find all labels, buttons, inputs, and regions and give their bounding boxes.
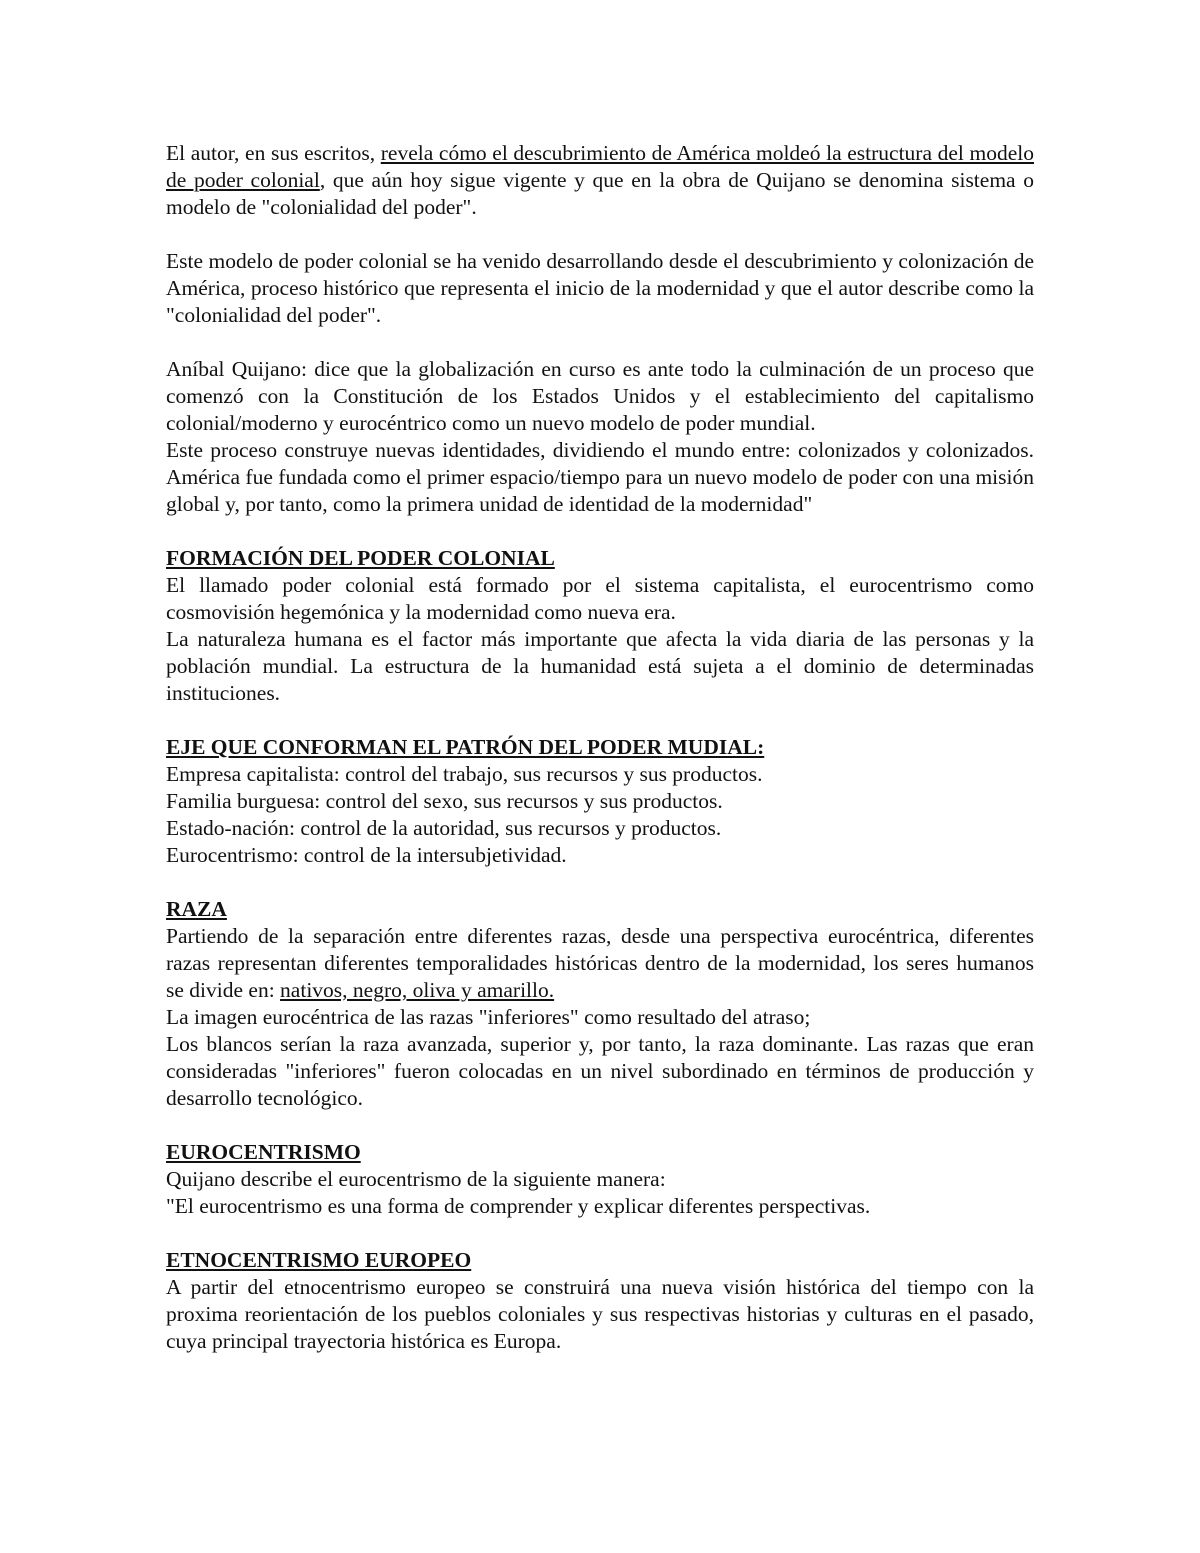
- formacion-paragraph-2: La naturaleza humana es el factor más importante que afecta la vida diaria de las personas y la población mundial. La estructura de la humanidad está sujeta a el dominio de determinadas instituciones.: [166, 627, 1034, 705]
- intro-p1-text-b: , que aún hoy sigue vigente y que en la obra de Quijano se denomina sistema o modelo de "colonialidad del poder".: [166, 168, 1034, 219]
- raza-heading: RAZA: [166, 897, 227, 921]
- etnocentrismo-paragraph-1: A partir del etnocentrismo europeo se construirá una nueva visión histórica del tiempo con la proxima reorientación de los pueblos coloniales y sus respectivas historias y culturas en el pasado, cuya principal trayectoria histórica es Europa.: [166, 1275, 1034, 1353]
- intro-paragraph-4: Este proceso construye nuevas identidades, dividiendo el mundo entre: colonizados y colonizados. América fue fundada como el primer espacio/tiempo para un nuevo modelo de poder con una misión global y, por tanto, como la primera unidad de identidad de la modernidad": [166, 438, 1034, 516]
- raza-paragraph-3: Los blancos serían la raza avanzada, superior y, por tanto, la raza dominante. Las razas que eran consideradas "inferiores" fueron colocadas en un nivel subordinado en términos de producción y desarrollo tecnológico.: [166, 1032, 1034, 1110]
- eurocentrismo-paragraph-2: "El eurocentrismo es una forma de comprender y explicar diferentes perspectivas.: [166, 1194, 871, 1218]
- intro-p1-text-a: El autor, en sus escritos,: [166, 141, 381, 165]
- eje-list-item: Empresa capitalista: control del trabajo, sus recursos y sus productos.: [166, 762, 763, 786]
- intro-paragraph-3: Aníbal Quijano: dice que la globalización en curso es ante todo la culminación de un proceso que comenzó con la Constitución de los Estados Unidos y el establecimiento del capitalismo colonial/moderno y eurocéntrico como un nuevo modelo de poder mundial.: [166, 357, 1034, 435]
- intro-paragraph-2: Este modelo de poder colonial se ha venido desarrollando desde el descubrimiento y colonización de América, proceso histórico que representa el inicio de la modernidad y que el autor describe como la "colonialidad del poder".: [166, 249, 1034, 327]
- eurocentrismo-paragraph-1: Quijano describe el eurocentrismo de la siguiente manera:: [166, 1167, 666, 1191]
- eje-list-item: Eurocentrismo: control de la intersubjetividad.: [166, 843, 567, 867]
- intro-p1-underlined: revela cómo el descubrimiento de América moldeó la estructura del modelo de poder colonial: [166, 141, 1035, 192]
- formacion-heading: FORMACIÓN DEL PODER COLONIAL: [166, 546, 555, 570]
- eje-list-item: Estado-nación: control de la autoridad, sus recursos y productos.: [166, 816, 722, 840]
- eje-list-item: Familia burguesa: control del sexo, sus recursos y sus productos.: [166, 789, 723, 813]
- intro-paragraph-1: [166, 140, 1034, 221]
- eje-list: [166, 761, 1034, 869]
- document-page: [166, 140, 1034, 1355]
- etnocentrismo-heading: ETNOCENTRISMO EUROPEO: [166, 1248, 472, 1272]
- raza-p1-underlined: nativos, negro, oliva y amarillo.: [280, 978, 555, 1002]
- raza-p1-text: Partiendo de la separación entre diferentes razas, desde una perspectiva eurocéntrica, diferentes razas representan diferentes temporalidades históricas dentro de la modernidad, los seres humanos se divide en:: [166, 924, 1034, 1002]
- eje-heading: EJE QUE CONFORMAN EL PATRÓN DEL PODER MUDIAL:: [166, 735, 765, 759]
- eurocentrismo-heading: EUROCENTRISMO: [166, 1140, 361, 1164]
- formacion-paragraph-1: El llamado poder colonial está formado por el sistema capitalista, el eurocentrismo como cosmovisión hegemónica y la modernidad como nueva era.: [166, 573, 1034, 624]
- raza-paragraph-1: [166, 923, 1034, 1004]
- raza-paragraph-2: La imagen eurocéntrica de las razas "inferiores" como resultado del atraso;: [166, 1005, 811, 1029]
